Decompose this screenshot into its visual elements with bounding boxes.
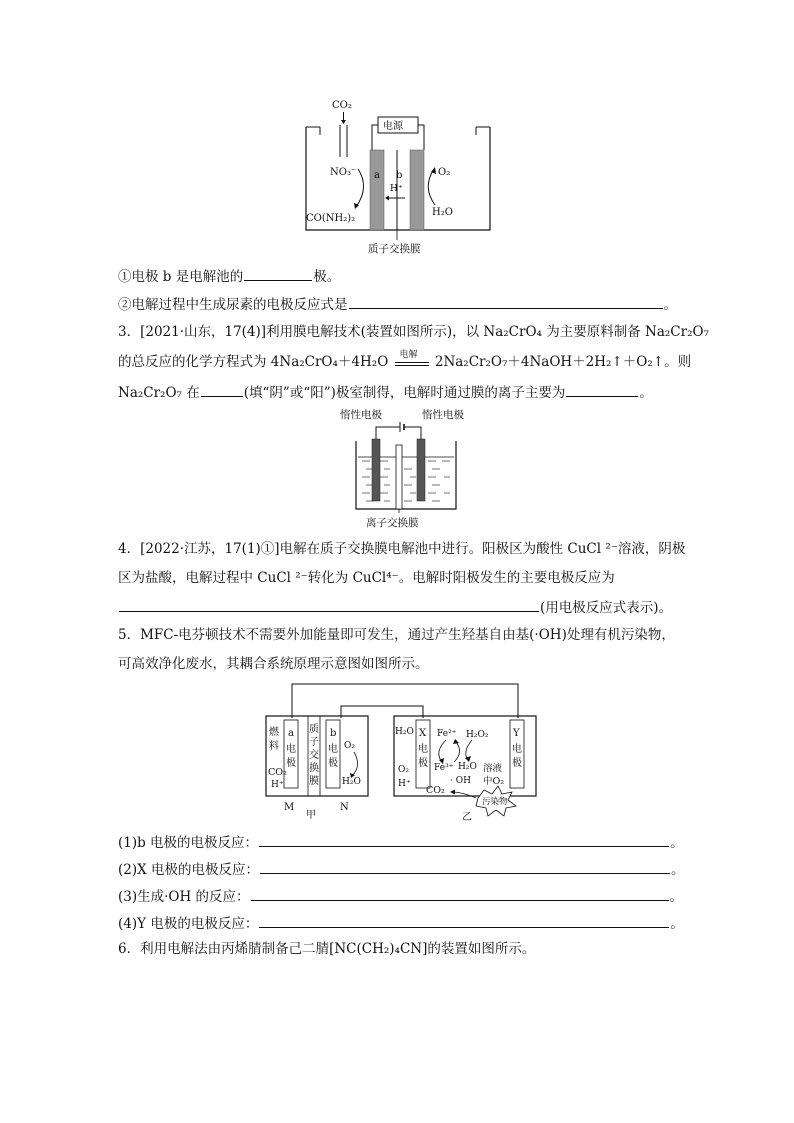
label-M: M (284, 802, 295, 813)
pem-char-1: 质 (309, 724, 319, 735)
answer-blank[interactable] (119, 597, 539, 612)
co2-left: CO₂ (268, 767, 287, 778)
q2-sub2: ②电解过程中生成尿素的电极反应式是 。 (118, 294, 677, 314)
a-electrode-char-2: 电 (286, 744, 296, 755)
q5-line2: 可高效净化废水，其耦合系统原理示意图如图所示。 (118, 656, 429, 672)
q5-sub1: (1)b 电极的电极反应： 。 (118, 832, 684, 852)
q3-line3: Na₂Cr₂O₇ 在 (填“阴”或“阳”)极室制得，电解时通过膜的离子主要为 。 (118, 382, 653, 402)
solution-line-2: 中O₂ (483, 776, 505, 787)
answer-blank[interactable] (259, 832, 669, 847)
figure-membrane-cell (340, 405, 470, 530)
power-label: 电源 (383, 121, 403, 132)
membrane-caption: 质子交换膜 (368, 243, 421, 255)
pem-char-3: 交 (309, 750, 319, 761)
q4-line1: 4．[2022·江苏，17(1)①]电解在质子交换膜电解池中进行。阳极区为酸性 CuCl ²⁻溶液，阴极 (118, 541, 686, 557)
answer-blank[interactable] (566, 382, 638, 397)
left-electrode-label: 惰性电极 (340, 409, 382, 421)
electrode-a-label: a (374, 170, 380, 181)
q3-line2: 的总反应的化学方程式为 4Na₂CrO₄＋4H₂O 电解 2Na₂Cr₂O₇＋4NaOH＋2H₂↑＋O₂↑。则 (118, 350, 692, 370)
y-electrode-char-2: 电 (512, 744, 522, 755)
o2-left: O₂ (344, 741, 355, 751)
label-N: N (340, 802, 349, 813)
figure-mfc-fenton (262, 680, 552, 822)
label-yi: 乙 (462, 812, 472, 822)
x-electrode-char-2: 电 (418, 744, 428, 755)
x-electrode-char-1: X (419, 728, 427, 739)
h2o-left: H₂O (342, 777, 361, 787)
fuel-char-1: 燃 (269, 727, 279, 738)
b-electrode-char-2: 电 (328, 744, 338, 755)
oh-label: · OH (450, 776, 471, 786)
h2o-mid-label: H₂O (458, 762, 477, 772)
co2-label: CO₂ (332, 100, 352, 111)
fe3-label: Fe³⁺ (434, 763, 454, 773)
answer-blank[interactable] (259, 913, 669, 928)
pem-char-5: 膜 (309, 776, 319, 787)
electrolysis-arrow: 电解 (393, 353, 431, 371)
b-electrode-char-3: 极 (328, 758, 338, 769)
y-electrode-char-3: 极 (512, 758, 522, 769)
ion-membrane-caption: 离子交换膜 (366, 517, 419, 529)
co2-right: CO₂ (426, 785, 445, 796)
h2o2-label: H₂O₂ (466, 730, 489, 740)
x-electrode-char-3: 极 (418, 758, 428, 769)
urea-label: CO(NH₂)₂ (306, 213, 356, 224)
answer-blank[interactable] (260, 859, 670, 874)
q3-line1: 3．[2021·山东，17(4)]利用膜电解技术(装置如图所示)，以 Na₂CrO₄ 为主要原料制备 Na₂Cr₂O₇ (118, 324, 709, 340)
q5-sub4: (4)Y 电极的电极反应： 。 (118, 913, 684, 933)
label-jia: 甲 (306, 810, 316, 821)
answer-blank[interactable] (349, 294, 663, 309)
answer-blank[interactable] (201, 382, 243, 397)
pem-char-4: 换 (309, 763, 319, 774)
fe2-label: Fe²⁺ (437, 729, 457, 739)
electrode-b-label: b (396, 170, 403, 181)
hplus-right: H⁺ (398, 779, 411, 789)
q5-sub3: (3)生成·OH 的反应： 。 (118, 886, 683, 906)
answer-blank[interactable] (251, 886, 669, 901)
q4-line3: (用电极反应式表示)。 (118, 597, 672, 617)
oxygen-label: O₂ (438, 167, 451, 178)
q5-line1: 5．MFC-电芬顿技术不需要外加能量即可发生，通过产生羟基自由基(·OH)处理有机污染物， (118, 627, 675, 643)
right-electrode-label: 惰性电极 (422, 409, 464, 421)
water-label: H₂O (432, 207, 453, 218)
a-electrode-char-3: 极 (286, 758, 296, 769)
pem-char-2: 子 (309, 737, 319, 748)
q6-line1: 6．利用电解法由丙烯腈制备己二腈[NC(CH₂)₄CN]的装置如图所示。 (118, 941, 536, 957)
o2-right: O₂ (398, 765, 409, 775)
q4-line2: 区为盐酸，电解过程中 CuCl ²⁻转化为 CuCl⁴⁻。电解时阳极发生的主要电极反应为 (118, 570, 615, 586)
a-electrode-char-1: a (288, 728, 294, 739)
hplus-left: H⁺ (271, 780, 284, 790)
hplus-label: H⁺ (390, 184, 403, 194)
nitrate-label: NO₃⁻ (330, 167, 357, 178)
b-electrode-char-1: b (330, 728, 337, 739)
answer-blank[interactable] (244, 266, 312, 281)
pollutant-label: 污染物 (482, 797, 508, 807)
solution-line-1: 溶液 (483, 763, 503, 774)
figure-urea-electrolysis (290, 95, 500, 260)
y-electrode-char-1: Y (513, 728, 520, 739)
q5-sub2: (2)X 电极的电极反应： 。 (118, 859, 685, 879)
fuel-char-2: 料 (269, 741, 279, 752)
q2-sub1: ①电极 b 是电解池的 极。 (118, 266, 340, 286)
h2o-right: H₂O (395, 727, 414, 737)
